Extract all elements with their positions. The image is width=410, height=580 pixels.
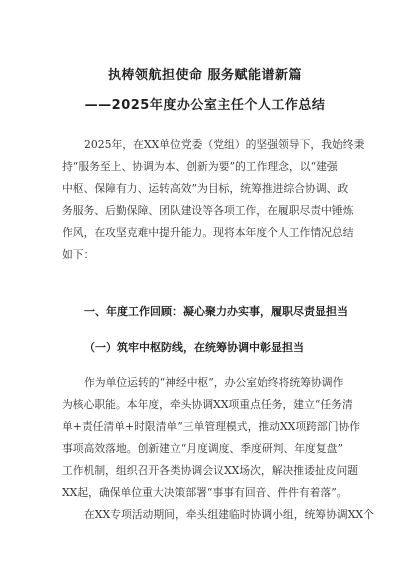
- document-title: 执梼领航担使命 服务赋能谱新篇: [107, 68, 303, 83]
- subsection-heading: （一）筑牢中枢防线，在统筹协调中彰显担当: [84, 341, 304, 354]
- paragraph-line: 单+责任清单+时限清单”三单管理模式，推动XX项跨部门协作: [62, 420, 361, 433]
- intro-paragraph: [62, 134, 365, 266]
- paragraph-line: 如下：: [62, 248, 95, 261]
- paragraph-line: 作风，在攻坚克难中提升能力。现将本年度个人工作情况总结: [62, 226, 354, 239]
- paragraph-line: 为核心职能。本年度，牵头协调XX项重点任务，建立“任务清: [62, 398, 353, 411]
- section-heading: 一、年度工作回顾：凝心聚力办实事，履职尽责显担当: [84, 305, 348, 318]
- paragraph-line: 作为单位运转的“神经中枢”，办公室始终将统筹协调作: [84, 376, 344, 389]
- paragraph-line: 2025年，在XX单位党委（党组）的坚强领导下，我始终秉: [84, 138, 365, 151]
- paragraph-line: 务服务、后勤保障、团队建设等各项工作，在履职尽责中锤炼: [62, 204, 354, 217]
- paragraph-line: 事项高效落地。创新建立“月度调度、季度研判、年度复盘”: [62, 442, 343, 455]
- paragraph-line: 工作机制，组织召开各类协调会议XX场次，解决推诿扯皮问题: [62, 464, 359, 477]
- section-paragraph: [62, 372, 374, 526]
- paragraph-line: 在XX专项活动期间，牵头组建临时协调小组，统筹协调XX个: [84, 508, 374, 521]
- document-subtitle: ——2025年度办公室主任个人工作总结: [84, 98, 326, 113]
- paragraph-line: XX起，确保单位重大决策部署“事事有回音、件件有着落”。: [62, 486, 348, 499]
- paragraph-line: 持“服务至上、协调为本、创新为要”的工作理念，以“建强: [62, 160, 338, 173]
- paragraph-line: 中枢、保障有力、运转高效”为目标，统筹推进综合协调、政: [62, 182, 349, 195]
